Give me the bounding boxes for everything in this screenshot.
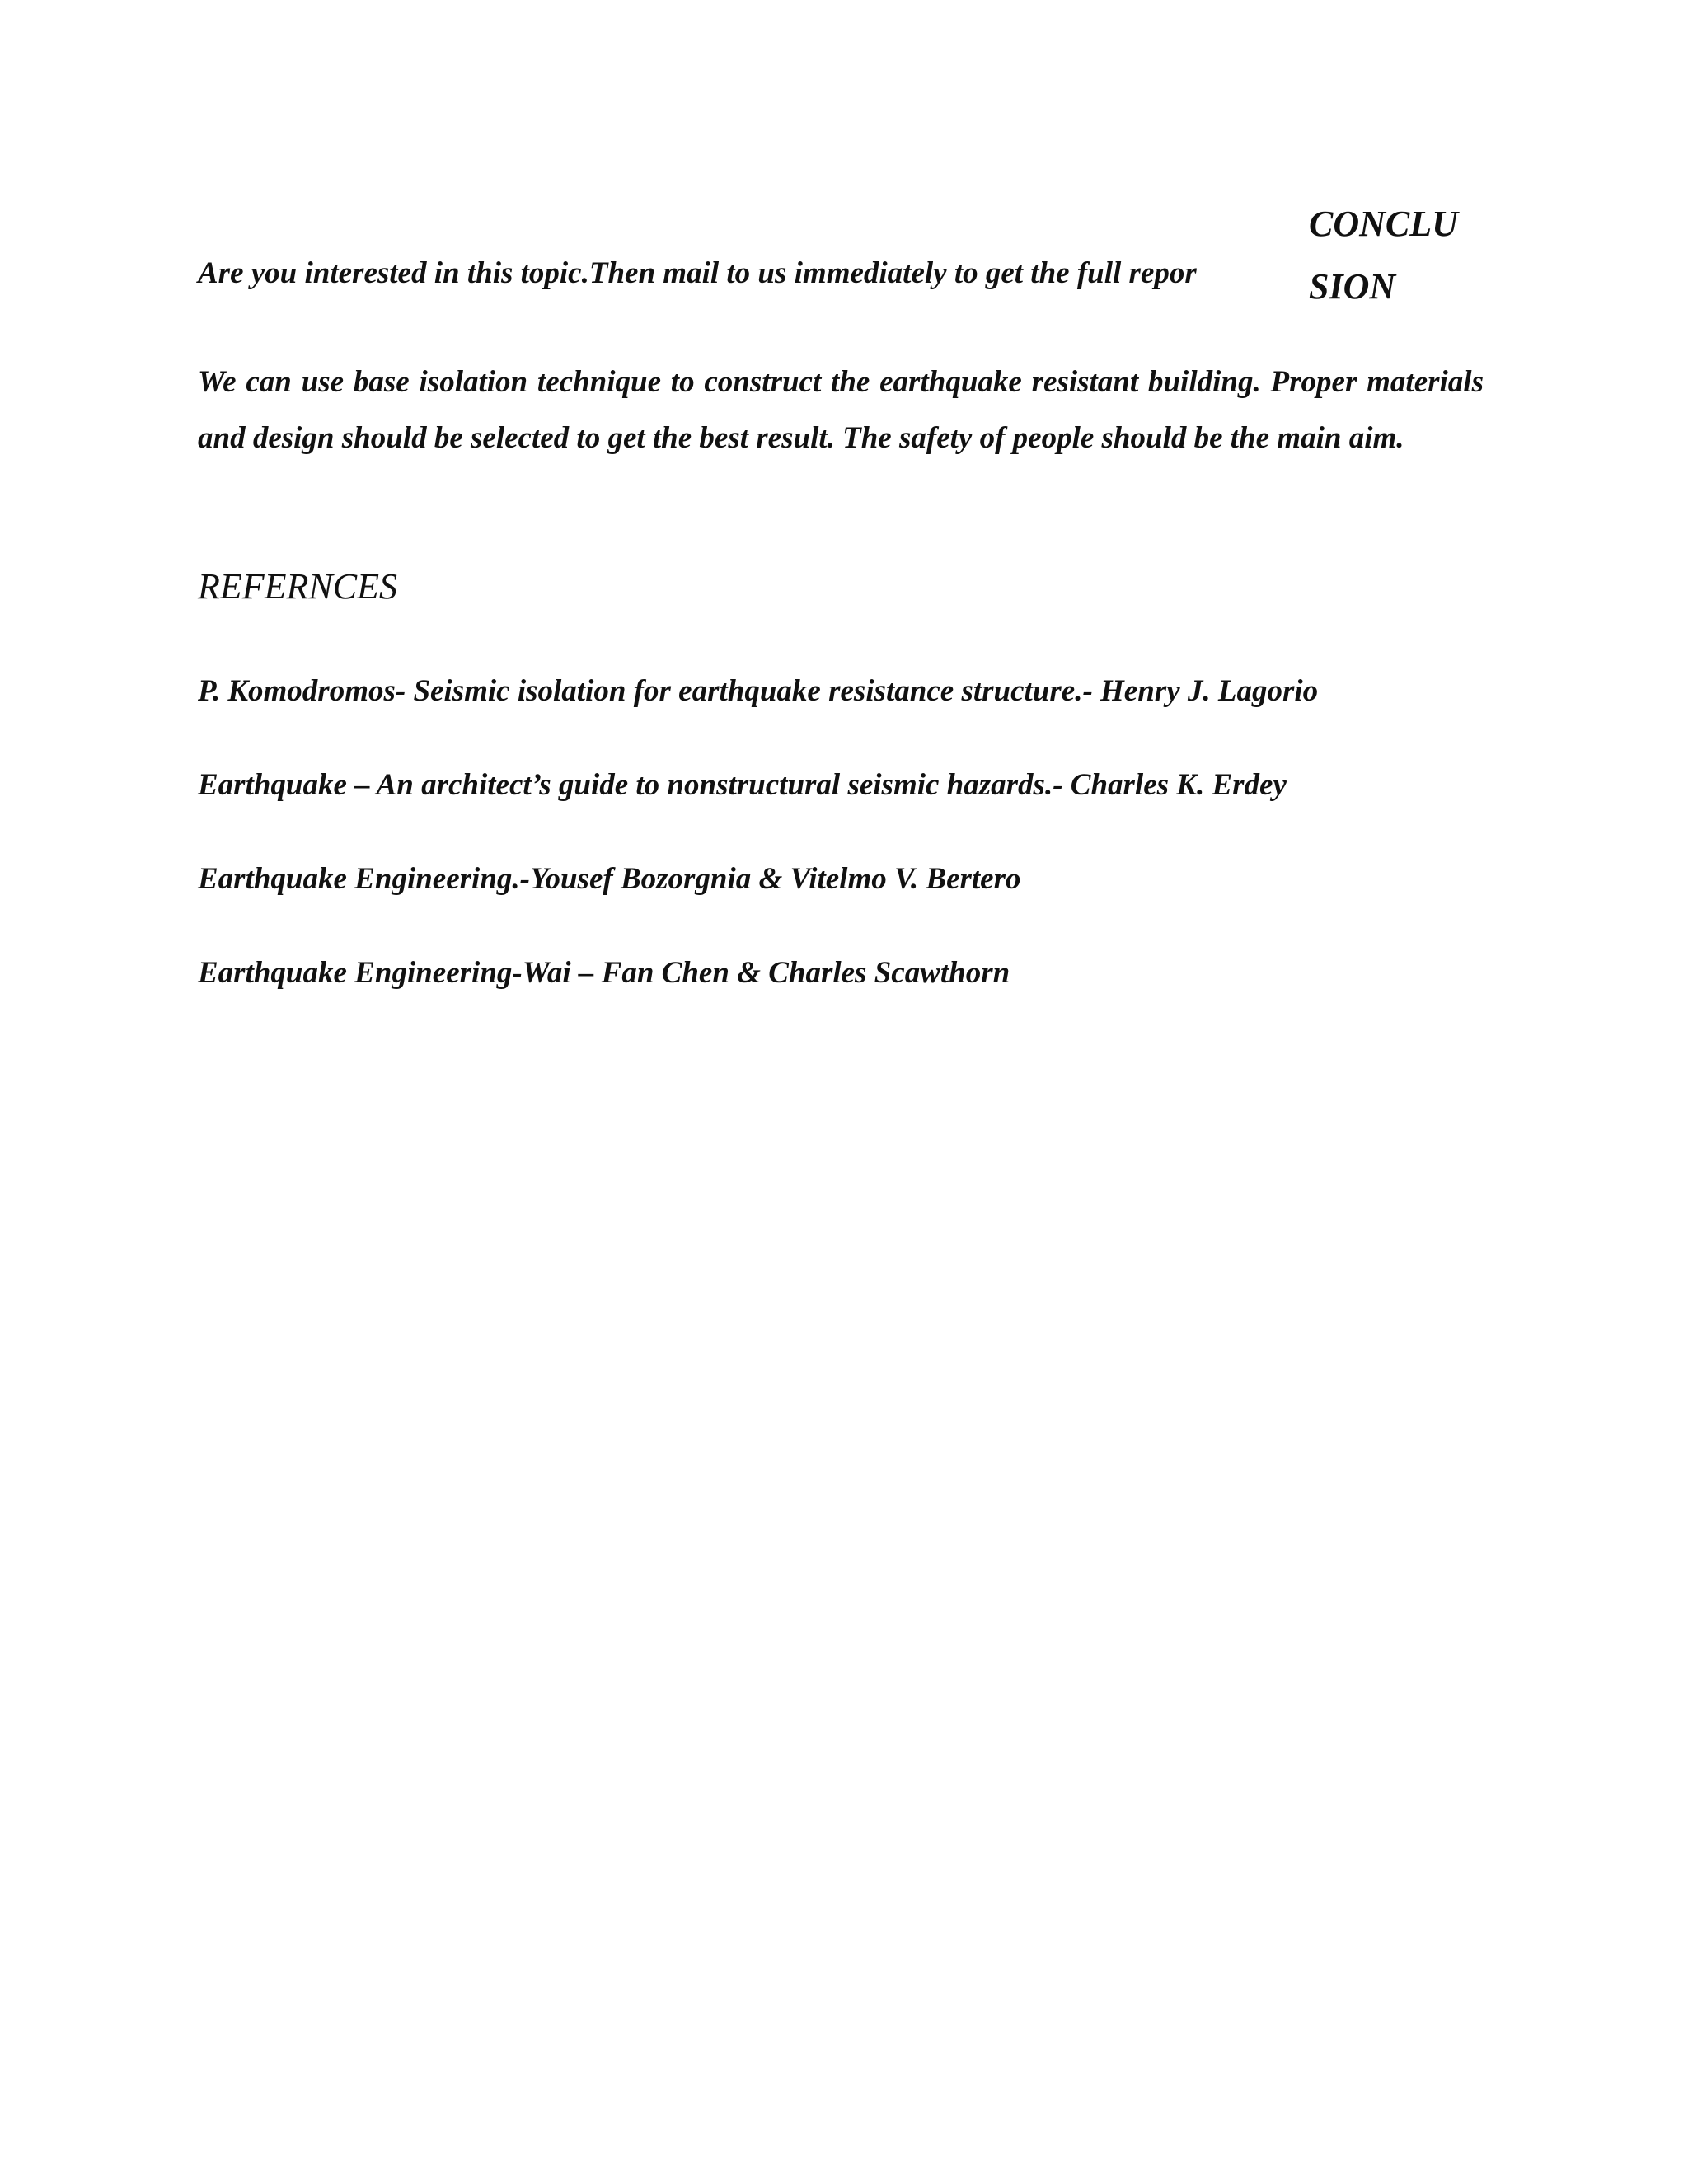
conclusion-heading-line2: SION: [1309, 266, 1396, 307]
conclusion-heading-line1: CONCLU: [1309, 204, 1458, 244]
reference-item: Earthquake Engineering.-Yousef Bozorgnia & Vitelmo V. Bertero: [198, 862, 1021, 896]
promo-text: Are you interested in this topic.Then mail to us immediately to get the full repor: [198, 256, 1197, 290]
references-heading: REFERNCES: [198, 566, 397, 607]
conclusion-heading: [1309, 193, 1490, 318]
reference-item: Earthquake – An architect’s guide to nonstructural seismic hazards.- Charles K. Erdey: [198, 768, 1287, 802]
reference-item: Earthquake Engineering-Wai – Fan Chen & Charles Scawthorn: [198, 956, 1010, 990]
reference-item: P. Komodromos- Seismic isolation for earthquake resistance structure.- Henry J. Lagorio: [198, 674, 1319, 708]
conclusion-paragraph: We can use base isolation technique to construct the earthquake resistant building. Proper materials and design should be selected to get the best result. The safety of people should be the main aim.: [198, 365, 1484, 455]
